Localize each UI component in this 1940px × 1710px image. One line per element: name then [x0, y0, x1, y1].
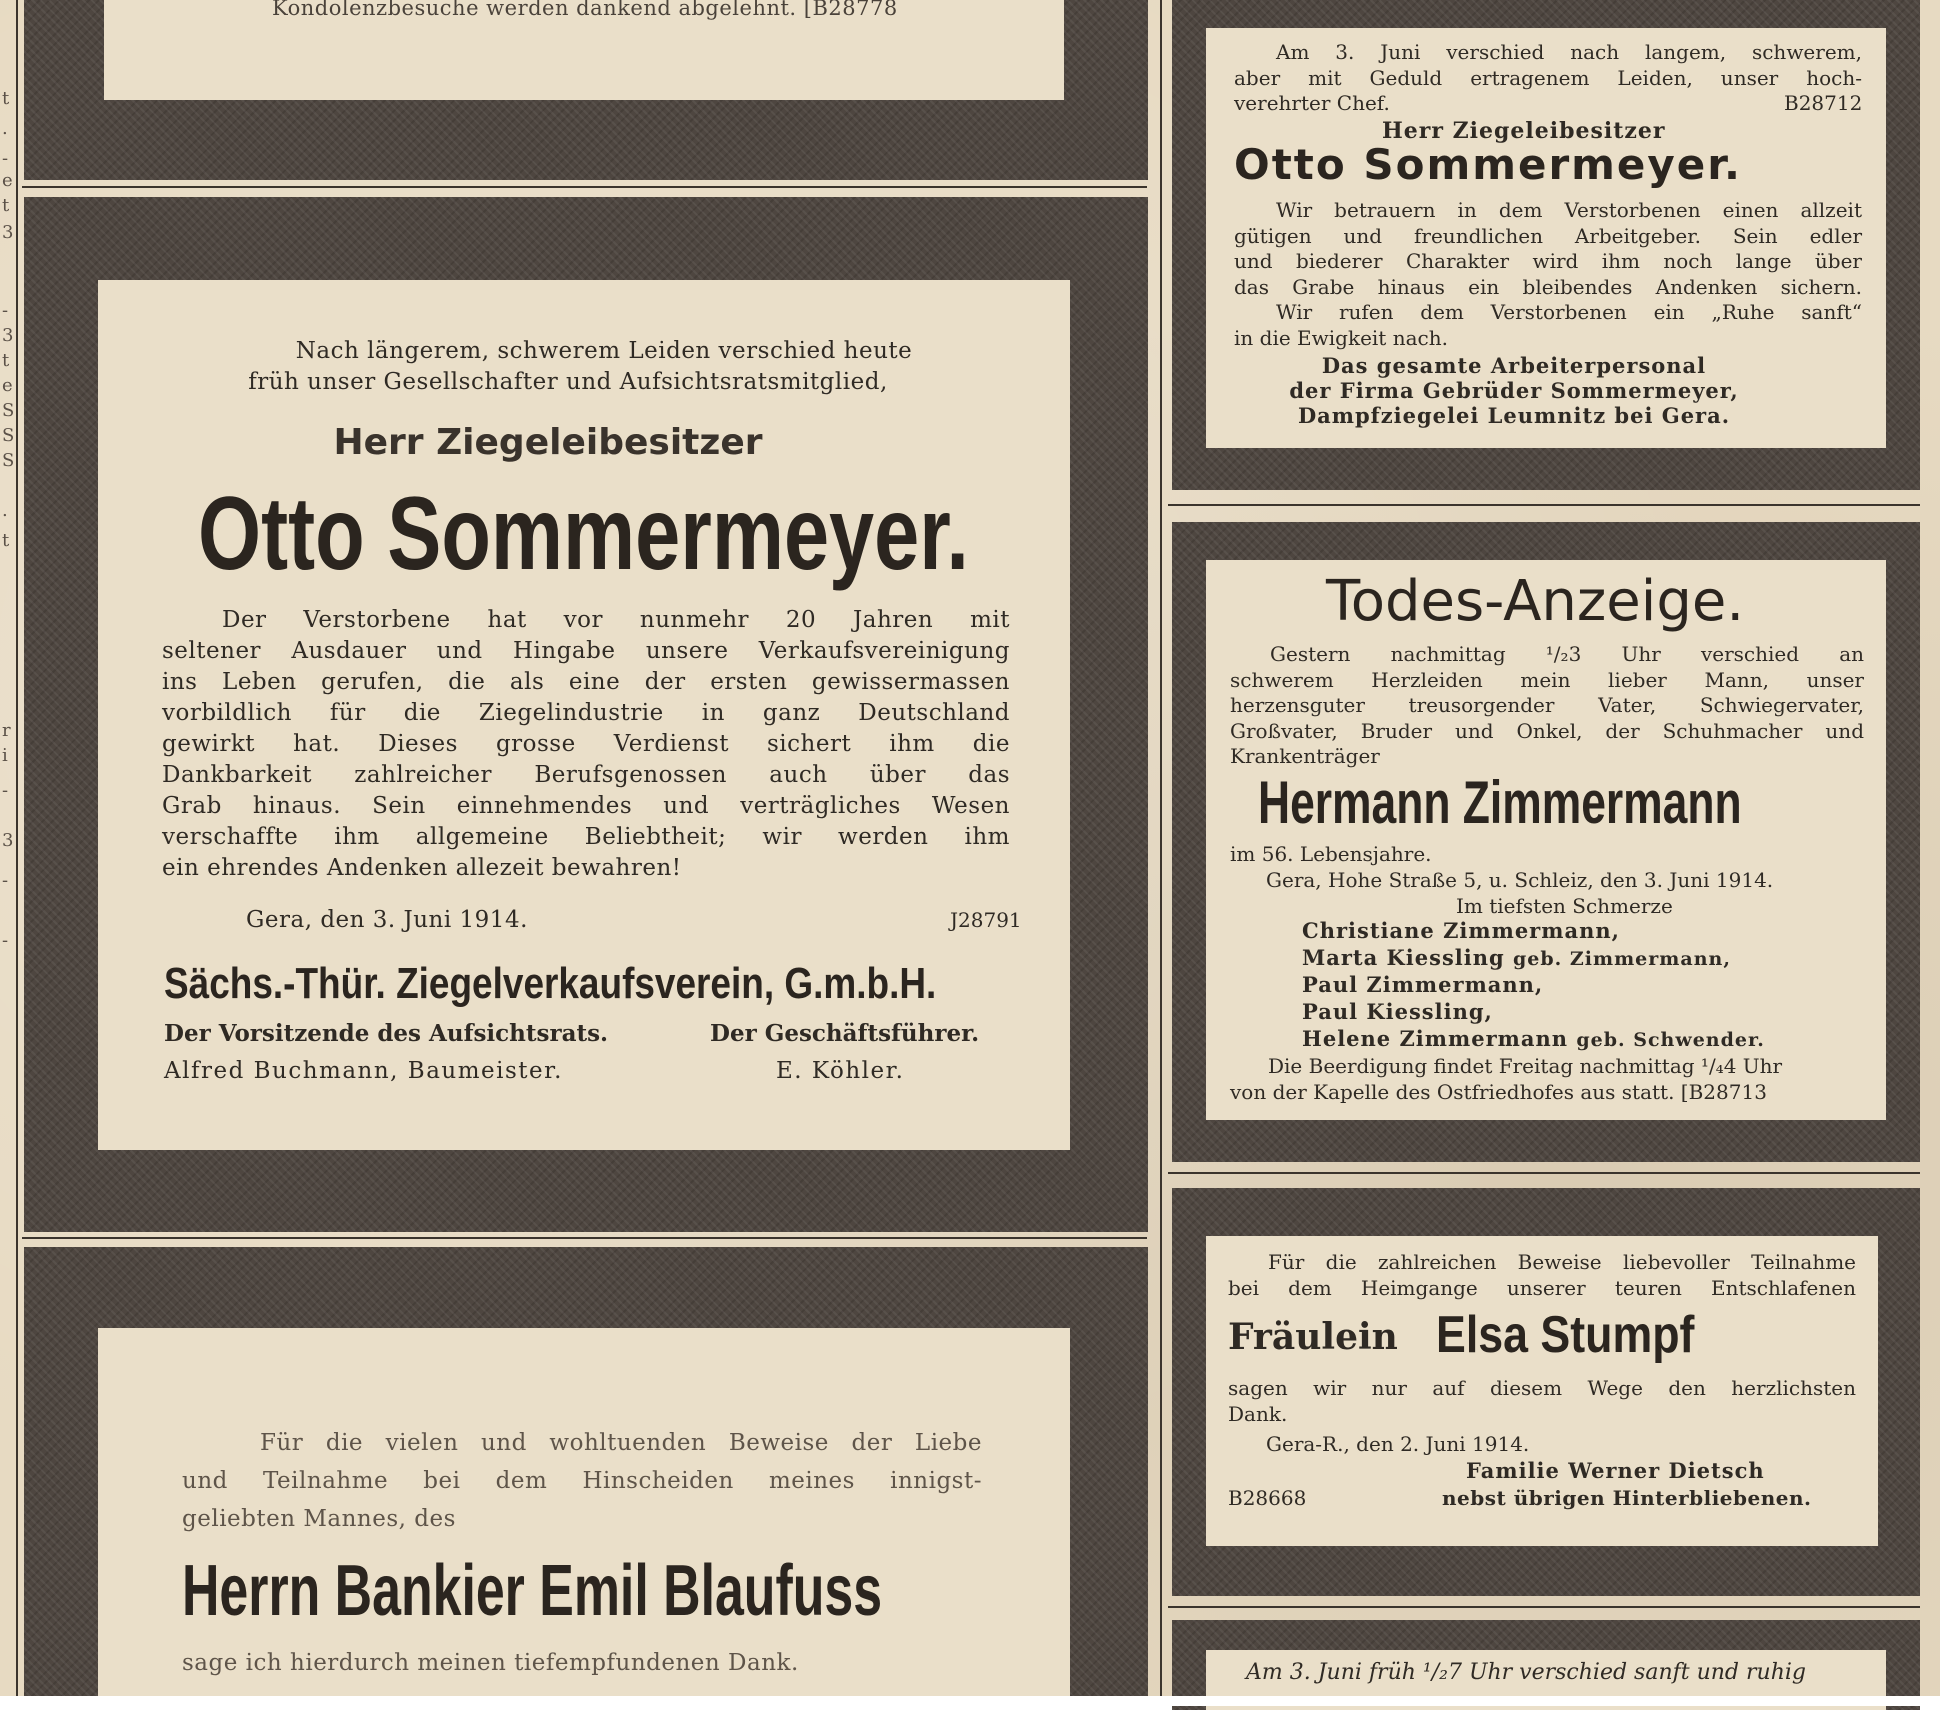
tribute-line: vorbildlich für die Ziegelindustrie in ganz Deutschland	[162, 700, 1010, 726]
notice-line: Krankenträger	[1230, 744, 1380, 768]
margin-mark: -	[2, 780, 9, 801]
mourner	[1302, 945, 1765, 972]
mourner	[1302, 918, 1765, 945]
mourner-name: Christiane Zimmermann,	[1302, 918, 1620, 943]
tribute-line: und biederer Charakter wird ihm noch lange über	[1234, 249, 1862, 273]
firm-name: Sächs.-Thür. Ziegelverkaufsverein, G.m.b.H.	[164, 959, 937, 1008]
thanks-line: Für die zahlreichen Beweise liebevoller Teilnahme	[1268, 1250, 1856, 1274]
ad-body	[104, 0, 1064, 100]
margin-mark: e	[2, 170, 13, 191]
tribute-line: Der Verstorbene hat vor nunmehr 20 Jahren mit	[222, 607, 1010, 633]
tribute-line: ein ehrendes Andenken allezeit bewahren!	[162, 855, 682, 881]
signature-line: Das gesamte Arbeiterpersonal	[1321, 353, 1707, 378]
deceased-name: Elsa Stumpf	[1436, 1306, 1695, 1364]
thanks-line: Für die vielen und wohltuenden Beweise der Liebe	[260, 1430, 982, 1456]
column-rule-left	[16, 0, 18, 1700]
intro-line: früh unser Gesellschafter und Aufsichtsratsmitglied,	[248, 369, 888, 395]
ad-reference: B28668	[1228, 1486, 1307, 1510]
margin-mark: i	[2, 745, 8, 766]
chairman-signature: Alfred Buchmann, Baumeister.	[164, 1058, 563, 1084]
intro-line: Nach längerem, schwerem Leiden verschied heute	[295, 338, 913, 364]
tribute-line: ins Leben gerufen, die als eine der ersten gewissermassen	[162, 669, 1010, 695]
intro-line: Am 3. Juni verschied nach langem, schwerem,	[1276, 40, 1862, 64]
section-rule	[22, 186, 1147, 188]
deceased-name: Herrn Bankier Emil Blaufuss	[182, 1551, 883, 1631]
deceased-name: Hermann Zimmermann	[1258, 769, 1742, 836]
mourner-name: Paul Zimmermann,	[1302, 972, 1544, 997]
scan-edge	[0, 1696, 1940, 1706]
margin-mark: S	[2, 425, 15, 446]
deceased-name: Otto Sommermeyer.	[1234, 140, 1742, 189]
grief-line: Im tiefsten Schmerze	[1456, 894, 1673, 918]
age-line: im 56. Lebensjahre.	[1230, 842, 1432, 866]
margin-mark: -	[2, 930, 9, 951]
margin-mark: t	[2, 195, 10, 216]
notice-line: Gestern nachmittag ¹/₂3 Uhr verschied an	[1270, 642, 1864, 666]
margin-mark: r	[2, 720, 11, 741]
tribute-line: gütigen und freundlichen Arbeitgeber. Sein edler	[1234, 223, 1862, 248]
tribute-text	[1234, 198, 1862, 351]
mourners-list	[1302, 918, 1765, 1053]
tribute-line: verschaffte ihm allgemeine Beliebtheit; wir werden ihm	[162, 824, 1010, 850]
margin-mark: .	[2, 500, 8, 521]
notice-line: Großvater, Bruder und Onkel, der Schuhmacher und	[1230, 718, 1864, 743]
tribute-line: in die Ewigkeit nach.	[1234, 325, 1448, 350]
thanks-line: und Teilnahme bei dem Hinscheiden meines innigst-	[182, 1468, 982, 1494]
tribute-line: gewirkt hat. Dieses grosse Verdienst sichert ihm die	[162, 731, 1010, 757]
mourner-note: geb. Schwender.	[1576, 1029, 1765, 1051]
title-line: Herr Ziegeleibesitzer	[1382, 118, 1666, 144]
firm-name-box	[164, 959, 937, 1010]
name-headline-box	[1436, 1306, 1836, 1366]
signature-line: Dampfziegelei Leumnitz bei Gera.	[1297, 403, 1731, 428]
closing-line: sage ich hierdurch meinen tiefempfundenen Dank.	[182, 1650, 799, 1676]
place-date: Gera, Hohe Straße 5, u. Schleiz, den 3. Juni 1914.	[1266, 868, 1774, 892]
place-date: Gera-R., den 2. Juni 1914.	[1266, 1432, 1530, 1456]
tribute-line: Wir betrauern in dem Verstorbenen einen allzeit	[1276, 198, 1862, 222]
thanks-text	[1228, 1376, 1856, 1427]
tribute-line: Wir rufen dem Verstorbenen ein „Ruhe sanft“	[1276, 300, 1862, 324]
margin-mark: S	[2, 450, 15, 471]
mourner-name: Marta Kiessling	[1302, 945, 1505, 970]
mourner-name: Helene Zimmermann	[1302, 1026, 1569, 1051]
notice-line: herzensguter treusorgender Vater, Schwiegervater,	[1230, 693, 1864, 717]
ad-reference: B28712	[1784, 91, 1863, 115]
name-headline-box	[198, 476, 969, 592]
intro-text	[1234, 40, 1862, 117]
notice-line: schwerem Herzleiden mein lieber Mann, unser	[1230, 667, 1864, 692]
margin-mark: e	[2, 375, 13, 396]
margin-mark: -	[2, 300, 9, 321]
intro-line: verehrter Chef.	[1234, 91, 1390, 115]
section-rule	[1168, 1172, 1920, 1174]
section-rule	[1168, 1606, 1920, 1608]
intro-text	[98, 336, 1038, 398]
fraktur-line: Am 3. Juni früh ¹/₂7 Uhr verschied sanft und ruhig	[1246, 1660, 1806, 1685]
tribute-line: das Grabe hinaus ein bleibendes Andenken sichern.	[1234, 274, 1862, 299]
margin-mark: 3	[2, 830, 14, 851]
thanks-line: bei dem Heimgange unserer teuren Entschlafenen	[1228, 1275, 1856, 1300]
section-rule	[22, 1237, 1147, 1239]
name-headline-box	[1258, 770, 1858, 840]
margin-mark: .	[2, 118, 8, 139]
tribute-line: Dankbarkeit zahlreicher Berufsgenossen auch über das	[162, 762, 1010, 788]
family-name: Familie Werner Dietsch	[1466, 1458, 1765, 1483]
mourner	[1302, 1026, 1765, 1053]
mourner-name: Paul Kiessling,	[1302, 999, 1493, 1024]
ad-zimmermann	[1206, 560, 1886, 1120]
name-headline-box	[182, 1550, 1002, 1640]
funeral-line: Die Beerdigung findet Freitag nachmittag ¹/₄4 Uhr	[1268, 1054, 1783, 1078]
mourner	[1302, 972, 1765, 999]
intro-line: aber mit Geduld ertragenem Leiden, unser hoch-	[1234, 65, 1862, 90]
manager-role: Der Geschäftsführer.	[710, 1020, 980, 1047]
tribute-line: Grab hinaus. Sein einnehmendes und verträgliches Wesen	[162, 793, 1010, 819]
condolence-line: Kondolenzbesuche werden dankend abgelehnt. [B28778	[272, 0, 898, 20]
tribute-text	[162, 605, 1010, 884]
margin-mark: S	[2, 400, 15, 421]
section-rule	[1168, 504, 1920, 506]
ad-sommermeyer-verein	[98, 280, 1070, 1150]
margin-mark: 3	[2, 222, 14, 243]
thanks-line: Dank.	[1228, 1401, 1288, 1426]
place-date: Gera, den 3. Juni 1914.	[246, 907, 528, 933]
margin-mark: -	[2, 148, 9, 169]
ad-blaufuss	[98, 1328, 1070, 1700]
margin-mark: t	[2, 350, 10, 371]
column-rule-center	[1160, 0, 1162, 1700]
margin-mark: t	[2, 530, 10, 551]
title-line: Herr Ziegeleibesitzer	[333, 422, 763, 463]
chairman-role: Der Vorsitzende des Aufsichtsrats.	[164, 1020, 609, 1047]
name-prefix: Fräulein	[1228, 1316, 1398, 1358]
thanks-text	[182, 1424, 982, 1538]
margin-mark: 3	[2, 325, 14, 346]
ad-sommermeyer-personal	[1206, 28, 1886, 448]
tribute-line: seltener Ausdauer und Hingabe unsere Verkaufsvereinigung	[162, 638, 1010, 664]
manager-signature: E. Köhler.	[776, 1058, 905, 1084]
ad-stumpf	[1206, 1236, 1878, 1546]
notice-text	[1230, 642, 1864, 770]
ad-reference: J28791	[950, 908, 1022, 932]
thanks-line: geliebten Mannes, des	[182, 1506, 456, 1532]
thanks-line: sagen wir nur auf diesem Wege den herzlichsten	[1228, 1376, 1856, 1400]
signature-block	[1234, 353, 1794, 428]
mourner	[1302, 999, 1765, 1026]
survivors-line: nebst übrigen Hinterbliebenen.	[1442, 1486, 1812, 1510]
signature-line: der Firma Gebrüder Sommermeyer,	[1289, 378, 1739, 403]
thanks-text	[1228, 1250, 1856, 1301]
funeral-line: von der Kapelle des Ostfriedhofes aus statt. [B28713	[1230, 1080, 1767, 1104]
notice-heading: Todes-Anzeige.	[1326, 569, 1745, 634]
mourner-note: geb. Zimmermann,	[1513, 948, 1731, 970]
margin-mark: -	[2, 870, 9, 891]
margin-mark: t	[2, 88, 10, 109]
deceased-name: Otto Sommermeyer.	[198, 476, 969, 592]
